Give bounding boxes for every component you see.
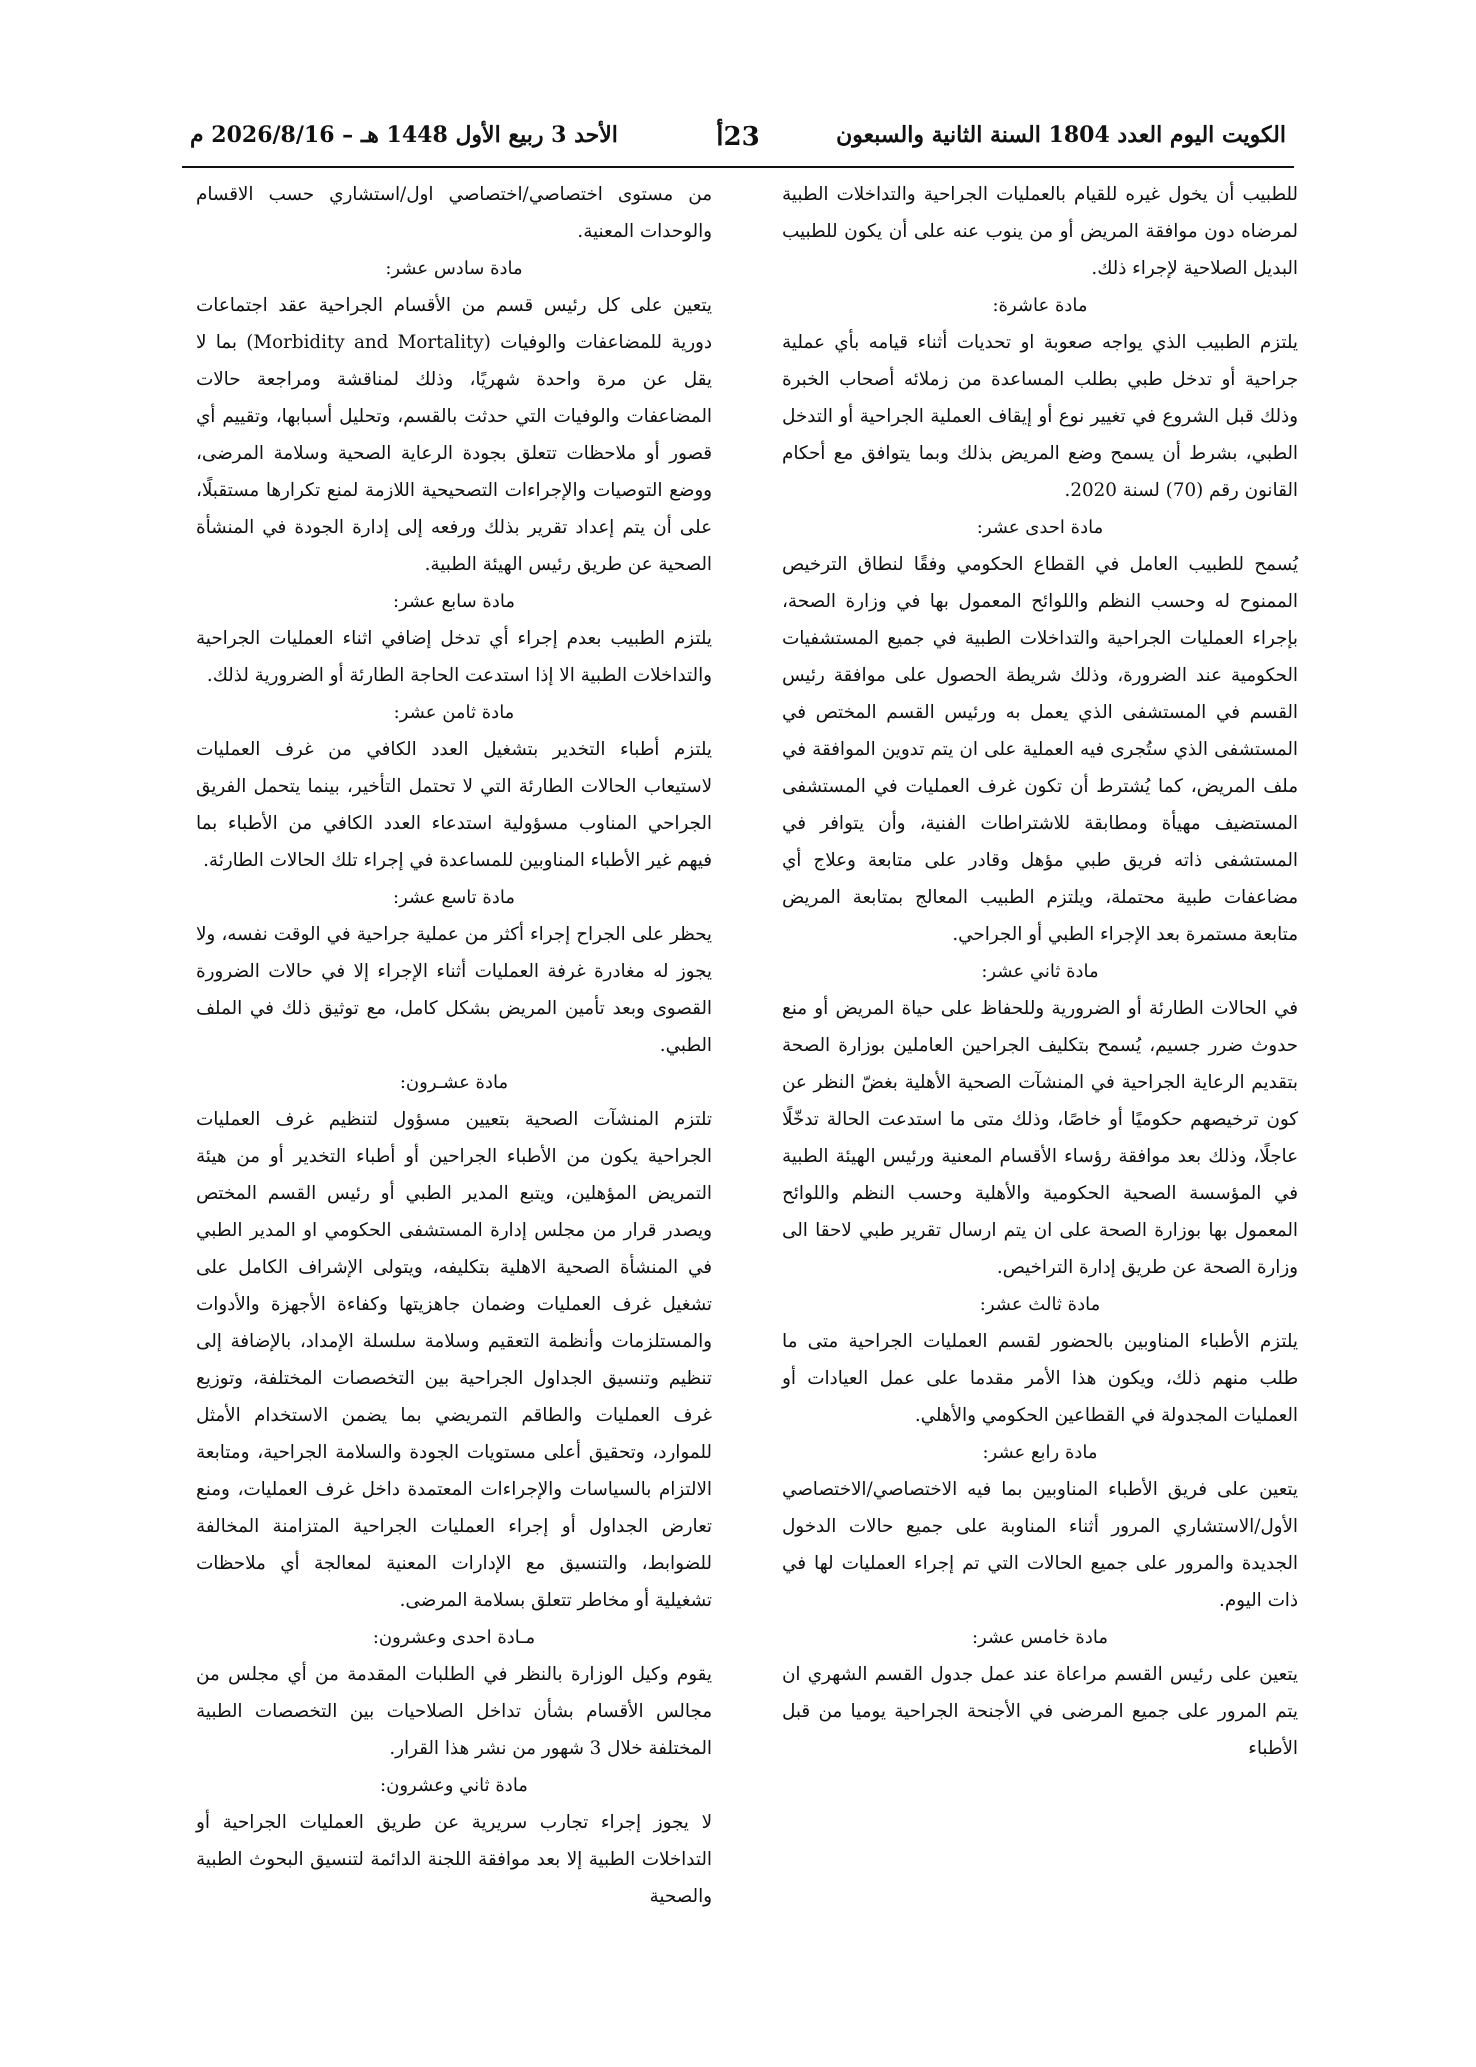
page-number: 23أ xyxy=(716,122,760,152)
article-16-text: يتعين على كل رئيس قسم من الأقسام الجراحية عقد اجتماعات دورية للمضاعفات والوفيات (Morbidity and Mortality) بما لا يقل عن مرة واحدة شهريًا، وذلك لمناقشة ومراجعة حالات المضاعفات والوفيات التي حدثت بالقسم، وتحليل أسبابها، وتقييم أي قصور أو ملاحظات تتعلق بجودة الرعاية الصحية وسلامة المرضى، ووضع التوصيات والإجراءات التصحيحية اللازمة لمنع تكرارها مستقبلًا، على أن يتم إعداد تقرير بذلك ورفعه إلى إدارة الجودة في المنشأة الصحية عن طريق رئيس الهيئة الطبية. xyxy=(196,295,712,575)
article-16-title: مادة سادس عشر: xyxy=(385,258,523,279)
article-13-text: يلتزم الأطباء المناوبين بالحضور لقسم العمليات الجراحية متى ما طلب منهم ذلك، ويكون هذا الأمر مقدما على عمل العيادات أو العمليات المجدولة في القطاعين الحكومي والأهلي. xyxy=(782,1331,1298,1426)
article-22-title: مادة ثاني وعشرون: xyxy=(380,1775,528,1796)
article-21-title: مـادة احدى وعشرون: xyxy=(372,1627,536,1648)
article-17-title: مادة سابع عشر: xyxy=(393,591,515,612)
article-19-text: يحظر على الجراح إجراء أكثر من عملية جراحية في الوقت نفسه، ولا يجوز له مغادرة غرفة العمليات أثناء الإجراء إلا في حالات الضرورة القصوى وبعد تأمين المريض بشكل كامل، مع توثيق ذلك في الملف الطبي. xyxy=(196,924,712,1056)
article-19-title: مادة تاسع عشر: xyxy=(393,887,515,908)
article-11-title: مادة احدى عشر: xyxy=(976,517,1104,538)
article-10-title: مادة عاشرة: xyxy=(992,295,1088,316)
article-15-text: يتعين على رئيس القسم مراعاة عند عمل جدول القسم الشهري ان يتم المرور على جميع المرضى في الأجنحة الجراحية يوميا من قبل الأطباء xyxy=(782,1664,1298,1759)
right-column xyxy=(782,176,1298,1767)
article-15-title: مادة خامس عشر: xyxy=(971,1627,1108,1648)
gazette-issue: الكويت اليوم العدد 1804 السنة الثانية والسبعون xyxy=(836,122,1286,148)
article-12-title: مادة ثاني عشر: xyxy=(981,961,1099,982)
issue-date: الأحد 3 ربيع الأول 1448 هـ – 2026/8/16 م xyxy=(190,122,618,148)
article-21-text: يقوم وكيل الوزارة بالنظر في الطلبات المقدمة من أي مجلس من مجالس الأقسام بشأن تداخل الصلاحيات بين التخصصات الطبية المختلفة خلال 3 شهور من نشر هذا القرار. xyxy=(196,1664,712,1759)
article-20-title: مادة عشـرون: xyxy=(399,1072,509,1093)
article-10-text: يلتزم الطبيب الذي يواجه صعوبة او تحديات أثناء قيامه بأي عملية جراحية أو تدخل طبي بطلب المساعدة من زملائه أصحاب الخبرة وذلك قبل الشروع في تغيير نوع أو إيقاف العملية الجراحية أو التدخل الطبي، بشرط أن يسمح وضع المريض بذلك وبما يتوافق مع أحكام القانون رقم (70) لسنة 2020. xyxy=(782,332,1298,501)
article-20-text: تلتزم المنشآت الصحية بتعيين مسؤول لتنظيم غرف العمليات الجراحية يكون من الأطباء الجراحين أو أطباء التخدير أو من هيئة التمريض المؤهلين، ويتبع المدير الطبي أو رئيس القسم المختص ويصدر قرار من مجلس إدارة المستشفى الحكومي او المدير الطبي في المنشأة الصحية الاهلية بتكليفه، ويتولى الإشراف الكامل على تشغيل غرف العمليات وضمان جاهزيتها وكفاءة الأجهزة والأدوات والمستلزمات وأنظمة التعقيم وسلامة سلسلة الإمداد، بالإضافة إلى تنظيم وتنسيق الجداول الجراحية بين التخصصات المختلفة، وتوزيع غرف العمليات والطاقم التمريضي بما يضمن الاستخدام الأمثل للموارد، وتحقيق أعلى مستويات الجودة والسلامة الجراحية، ومتابعة الالتزام بالسياسات والإجراءات المعتمدة داخل غرف العمليات، ومنع تعارض الجداول أو إجراء العمليات الجراحية المتزامنة المخالفة للضوابط، والتنسيق مع الإدارات المعنية لمعالجة أي ملاحظات تشغيلية أو مخاطر تتعلق بسلامة المرضى. xyxy=(196,1109,712,1611)
article-13-title: مادة ثالث عشر: xyxy=(979,1294,1101,1315)
article-9-continued: للطبيب أن يخول غيره للقيام بالعمليات الجراحية والتداخلات الطبية لمرضاه دون موافقة المريض أو من ينوب عنه على أن يكون للطبيب البديل الصلاحية لإجراء ذلك. xyxy=(782,184,1298,279)
page-header xyxy=(190,122,1286,166)
header-divider xyxy=(182,166,1294,168)
article-18-text: يلتزم أطباء التخدير بتشغيل العدد الكافي من غرف العمليات لاستيعاب الحالات الطارئة التي لا تحتمل التأخير، بينما يتحمل الفريق الجراحي المناوب مسؤولية استدعاء العدد الكافي من الأطباء بما فيهم غير الأطباء المناوبين للمساعدة في إجراء تلك الحالات الطارئة. xyxy=(196,739,712,871)
article-18-title: مادة ثامن عشر: xyxy=(393,702,515,723)
article-15-continued: من مستوى اختصاصي/اختصاصي اول/استشاري حسب الاقسام والوحدات المعنية. xyxy=(196,184,712,242)
article-17-text: يلتزم الطبيب بعدم إجراء أي تدخل إضافي اثناء العمليات الجراحية والتداخلات الطبية الا إذا استدعت الحاجة الطارئة أو الضرورية لذلك. xyxy=(196,628,712,686)
article-12-text: في الحالات الطارئة أو الضرورية وللحفاظ على حياة المريض أو منع حدوث ضرر جسيم، يُسمح بتكليف الجراحين العاملين بوزارة الصحة بتقديم الرعاية الجراحية في المنشآت الصحية الأهلية بغضّ النظر عن كون ترخيصهم حكوميًا أو خاصًا، وذلك متى ما استدعت الحالة تدخّلًا عاجلًا، وذلك بعد موافقة رؤساء الأقسام المعنية ورئيس الهيئة الطبية في المؤسسة الصحية الحكومية والأهلية وحسب النظم واللوائح المعمول بها بوزارة الصحة على ان يتم ارسال تقرير طبي لاحقا الى وزارة الصحة عن طريق إدارة التراخيص. xyxy=(782,998,1298,1278)
article-14-title: مادة رابع عشر: xyxy=(982,1442,1098,1463)
article-11-text: يُسمح للطبيب العامل في القطاع الحكومي وفقًا لنطاق الترخيص الممنوح له وحسب النظم واللوائح المعمول بها في وزارة الصحة، بإجراء العمليات الجراحية والتداخلات الطبية في جميع المستشفيات الحكومية عند الضرورة، وذلك شريطة الحصول على موافقة رئيس القسم في المستشفى الذي يعمل به ورئيس القسم المختص في المستشفى الذي ستُجرى فيه العملية على ان يتم تدوين الموافقة في ملف المريض، كما يُشترط أن تكون غرف العمليات في المستشفى المستضيف مهيأة ومطابقة للاشتراطات الفنية، وأن يتوافر في المستشفى ذاته فريق طبي مؤهل وقادر على متابعة وعلاج أي مضاعفات طبية محتملة، ويلتزم الطبيب المعالج بمتابعة المريض متابعة مستمرة بعد الإجراء الطبي أو الجراحي. xyxy=(782,554,1298,945)
left-column xyxy=(196,176,712,1915)
article-22-text: لا يجوز إجراء تجارب سريرية عن طريق العمليات الجراحية أو التداخلات الطبية إلا بعد موافقة اللجنة الدائمة لتنسيق البحوث الطبية والصحية xyxy=(196,1812,712,1907)
article-14-text: يتعين على فريق الأطباء المناوبين بما فيه الاختصاصي/الاختصاصي الأول/الاستشاري المرور أثناء المناوبة على جميع حالات الدخول الجديدة والمرور على جميع الحالات التي تم إجراء العمليات لها في ذات اليوم. xyxy=(782,1479,1298,1611)
